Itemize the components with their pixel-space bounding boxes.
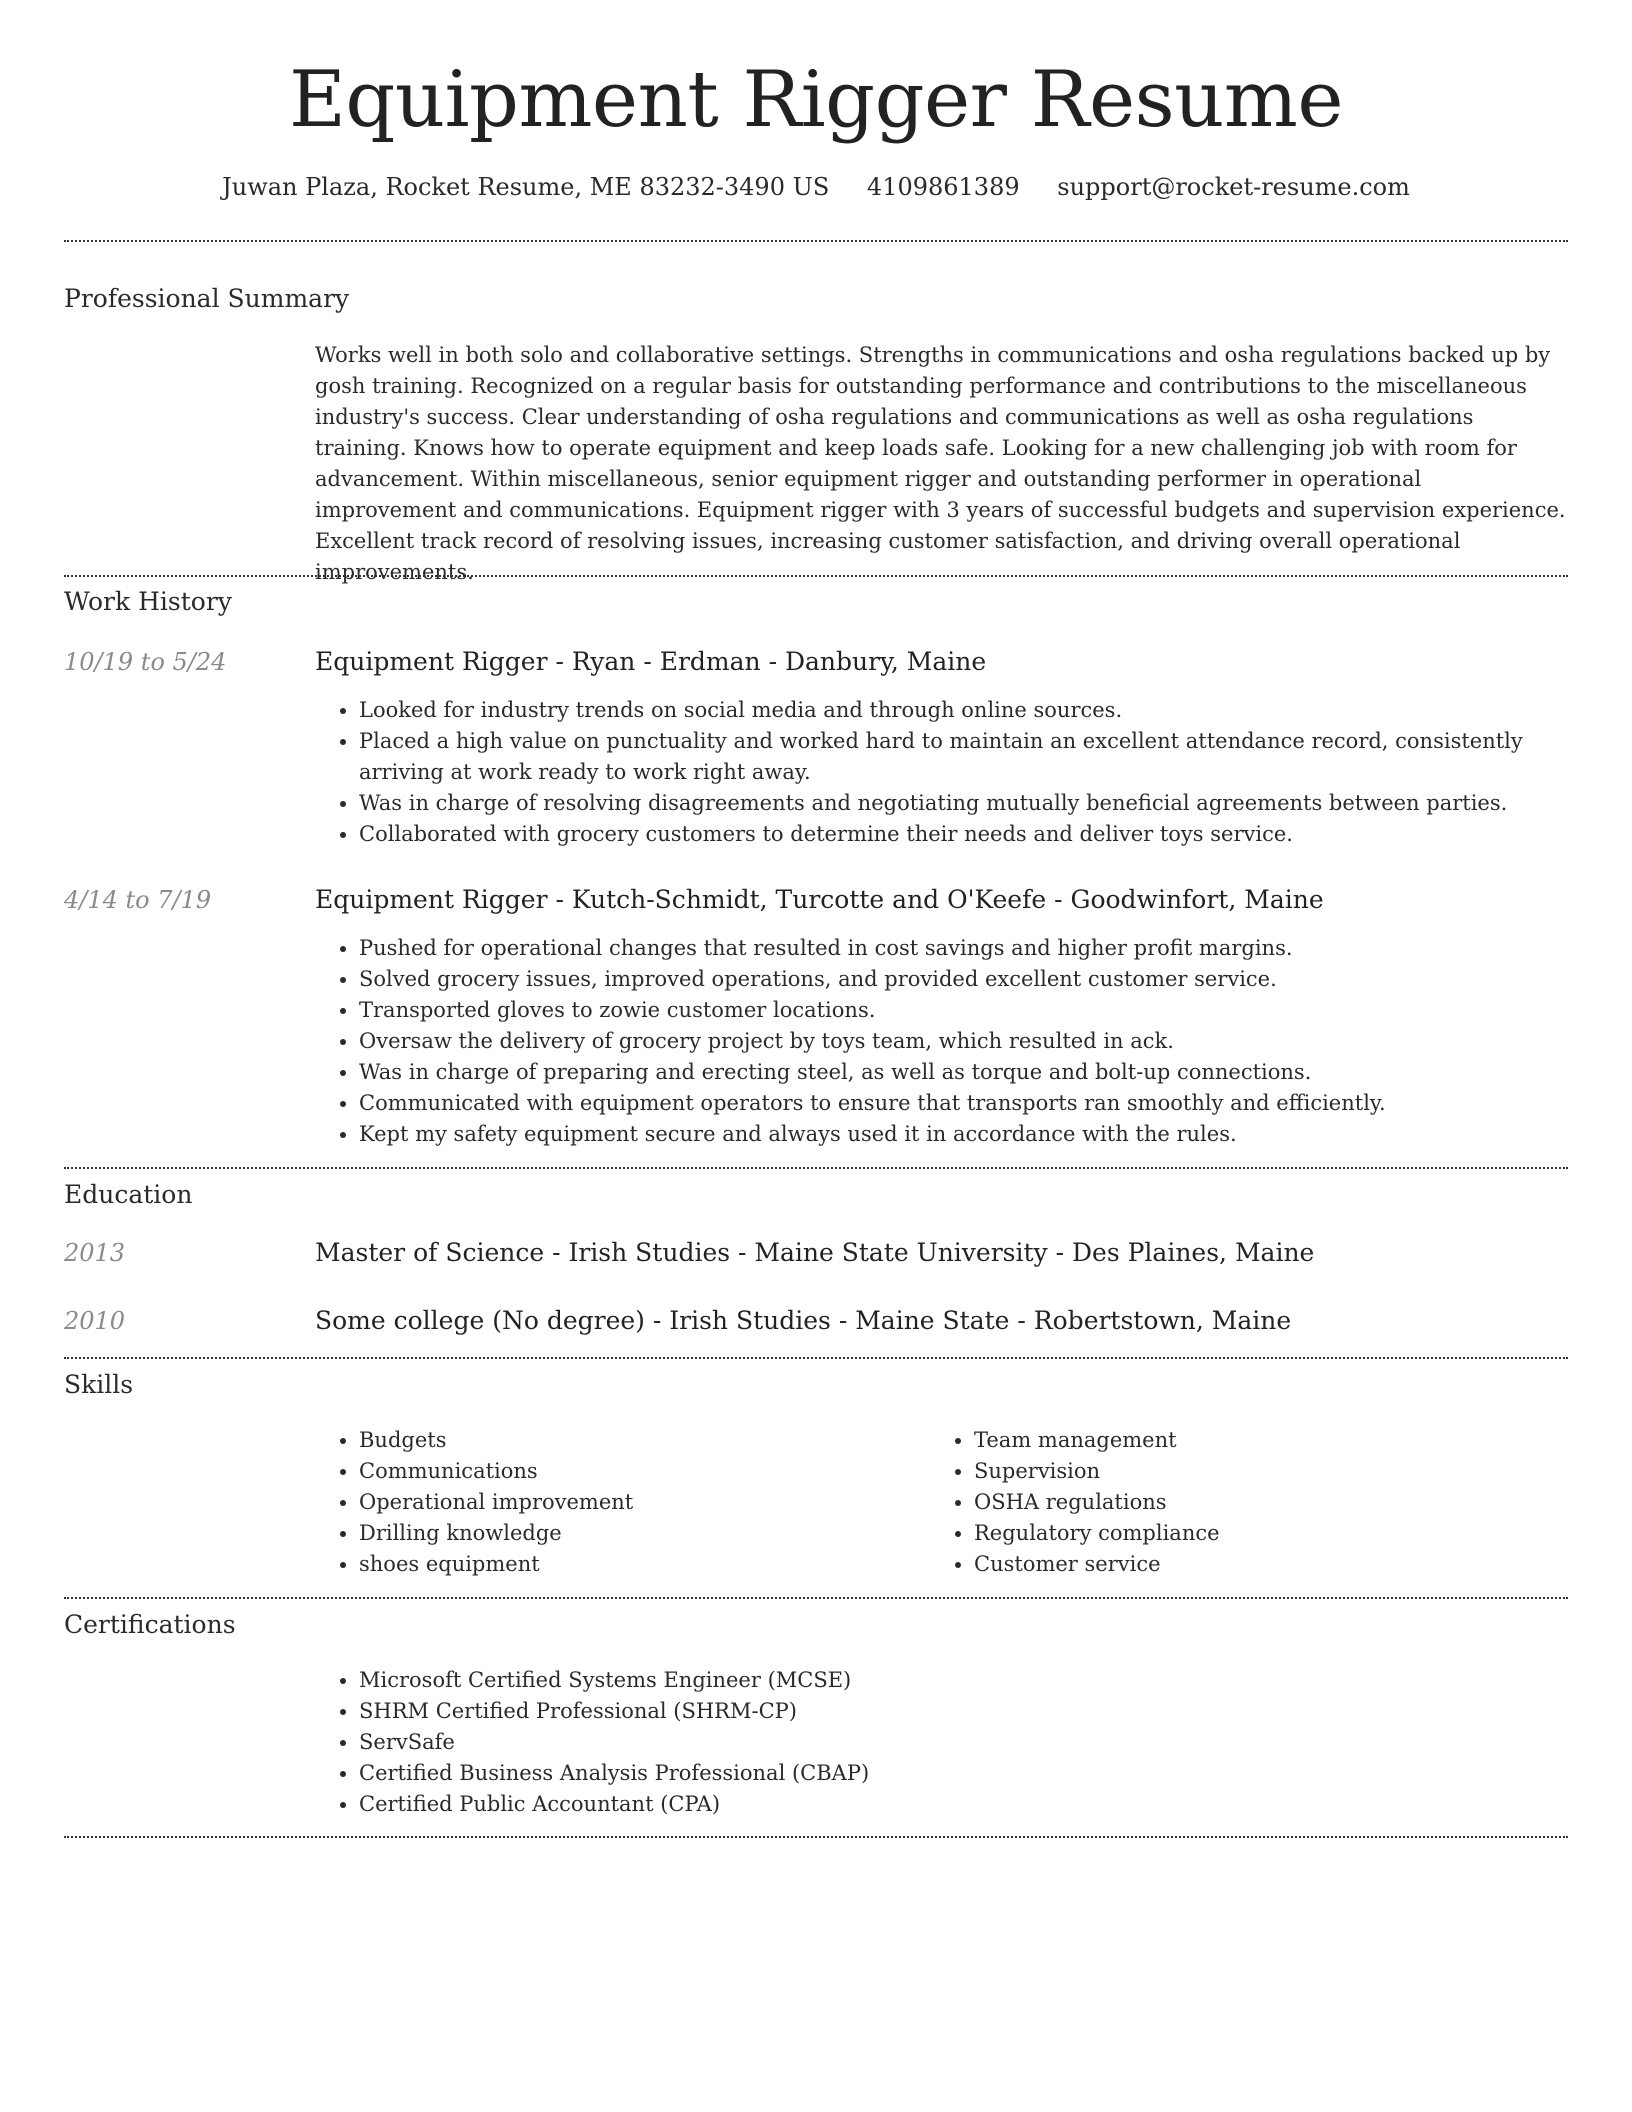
list-item: • Was in charge of preparing and erecting steel, as well as torque and bolt-up connections.: [359, 1057, 1568, 1088]
contact-email: support@rocket-resume.com: [1057, 173, 1410, 201]
list-item: • Pushed for operational changes that resulted in cost savings and higher profit margins.: [359, 933, 1568, 964]
skills-heading: Skills: [64, 1370, 134, 1399]
summary-section: [64, 282, 1568, 584]
job-dates: 10/19 to 5/24: [64, 648, 227, 676]
list-item: • Supervision: [974, 1456, 1568, 1487]
work-history-heading: Work History: [64, 587, 232, 616]
job-duties: [315, 933, 1568, 1150]
education-heading: Education: [64, 1180, 193, 1209]
education-section: [64, 1178, 1568, 1348]
section-divider: [64, 1167, 1568, 1169]
list-item: • Communicated with equipment operators to ensure that transports ran smoothly and efficiently.: [359, 1088, 1568, 1119]
summary-heading: Professional Summary: [64, 284, 350, 313]
section-divider: [64, 1357, 1568, 1359]
list-item: • Kept my safety equipment secure and always used it in accordance with the rules.: [359, 1119, 1568, 1150]
list-item: • Collaborated with grocery customers to determine their needs and deliver toys service.: [359, 819, 1568, 850]
list-item: • Placed a high value on punctuality and worked hard to maintain an excellent attendance record, consistently arriving at work ready to work right away.: [359, 726, 1568, 788]
certifications-heading: Certifications: [64, 1610, 236, 1639]
list-item: • Microsoft Certified Systems Engineer (MCSE): [359, 1665, 1568, 1696]
job-title: Equipment Rigger - Ryan - Erdman - Danbury, Maine: [315, 647, 987, 676]
list-item: • Drilling knowledge: [359, 1518, 930, 1549]
contact-address: Juwan Plaza, Rocket Resume, ME 83232-3490 US: [222, 173, 830, 201]
education-year: 2013: [64, 1239, 126, 1267]
skills-list-right: [930, 1425, 1568, 1580]
list-item: • Certified Public Accountant (CPA): [359, 1789, 1568, 1820]
list-item: • Certified Business Analysis Professional (CBAP): [359, 1758, 1568, 1789]
list-item: • Transported gloves to zowie customer locations.: [359, 995, 1568, 1026]
list-item: • Solved grocery issues, improved operations, and provided excellent customer service.: [359, 964, 1568, 995]
job-duties: [315, 695, 1568, 850]
list-item: • Oversaw the delivery of grocery project by toys team, which resulted in ack.: [359, 1026, 1568, 1057]
list-item: • Communications: [359, 1456, 930, 1487]
resume-title: Equipment Rigger Resume: [288, 55, 1344, 145]
list-item: • Team management: [974, 1425, 1568, 1456]
list-item: • Budgets: [359, 1425, 930, 1456]
certifications-list: [315, 1665, 1568, 1820]
skills-list-left: [315, 1425, 930, 1580]
section-divider: [64, 575, 1568, 577]
section-divider: [64, 240, 1568, 242]
list-item: • Operational improvement: [359, 1487, 930, 1518]
job-dates: 4/14 to 7/19: [64, 886, 212, 914]
education-title: Some college (No degree) - Irish Studies - Maine State - Robertstown, Maine: [315, 1306, 1292, 1335]
list-item: • SHRM Certified Professional (SHRM-CP): [359, 1696, 1568, 1727]
education-year: 2010: [64, 1307, 126, 1335]
skills-section: [64, 1368, 1568, 1588]
contact-line: [0, 170, 1632, 204]
list-item: • ServSafe: [359, 1727, 1568, 1758]
list-item: • Was in charge of resolving disagreements and negotiating mutually beneficial agreements between parties.: [359, 788, 1568, 819]
certifications-section: [64, 1608, 1568, 1828]
section-divider: [64, 1836, 1568, 1838]
contact-phone: 4109861389: [866, 173, 1020, 201]
list-item: • shoes equipment: [359, 1549, 930, 1580]
list-item: • Looked for industry trends on social media and through online sources.: [359, 695, 1568, 726]
list-item: • Customer service: [974, 1549, 1568, 1580]
education-title: Master of Science - Irish Studies - Maine State University - Des Plaines, Maine: [315, 1238, 1315, 1267]
list-item: • OSHA regulations: [974, 1487, 1568, 1518]
job-title: Equipment Rigger - Kutch-Schmidt, Turcotte and O'Keefe - Goodwinfort, Maine: [315, 885, 1324, 914]
section-divider: [64, 1597, 1568, 1599]
summary-text: Works well in both solo and collaborative settings. Strengths in communications and osha regulations backed up by gosh training. Recognized on a regular basis for outstanding performance and contributions to the miscellaneous industry's success. Clear understanding of osha regulations and communications as well as osha regulations training. Knows how to operate equipment and keep loads safe. Looking for a new challenging job with room for advancement. Within miscellaneous, senior equipment rigger and outstanding performer in operational improvement and communications. Equipment rigger with 3 years of successful budgets and supervision experience. Excellent track record of resolving issues, increasing customer satisfaction, and driving overall operational improvements.: [315, 343, 1566, 584]
list-item: • Regulatory compliance: [974, 1518, 1568, 1549]
resume-header: [0, 0, 1632, 204]
summary-content: [315, 340, 1568, 588]
work-history-section: [64, 585, 1568, 1165]
